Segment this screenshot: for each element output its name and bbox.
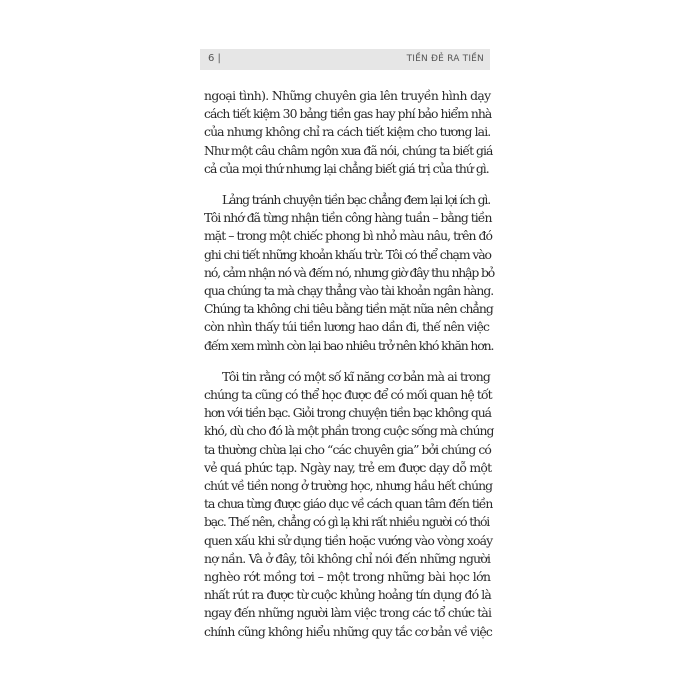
text-line: đếm xem mình còn lại bao nhiêu trở nên khó khăn hơn. bbox=[204, 337, 494, 353]
text-line: chút về tiền nong ở trường học, nhưng hầu hết chúng bbox=[204, 478, 493, 494]
text-line: nhất rút ra được từ cuộc khủng hoảng tín dụng đó là bbox=[204, 587, 491, 603]
text-line: mặt – trong một chiếc phong bì nhỏ màu nâu, trên đó bbox=[204, 228, 493, 244]
running-title: TIỀN ĐẺ RA TIỀN bbox=[406, 54, 484, 64]
paragraph bbox=[204, 191, 495, 355]
text-line: Tôi tin rằng có một số kĩ năng cơ bản mà ai trong bbox=[222, 368, 490, 384]
paragraph bbox=[204, 87, 493, 178]
text-line: hơn với tiền bạc. Giỏi trong chuyện tiền bạc không quá bbox=[204, 405, 491, 421]
text-line: còn nhìn thấy túi tiền lương hao dần đi, thế nên việc bbox=[204, 319, 490, 335]
text-line: cả của mọi thứ nhưng lại chẳng biết giá trị của thứ gì. bbox=[204, 160, 489, 176]
text-line: ngay đến những người làm việc trong các tổ chức tài bbox=[204, 605, 492, 621]
text-line: Chúng ta không chi tiêu bằng tiền mặt nữa nên chẳng bbox=[204, 301, 493, 317]
text-line: nợ nần. Và ở đây, tôi không chỉ nói đến những người bbox=[204, 550, 491, 566]
paragraph bbox=[204, 368, 494, 641]
text-line: bạc. Thế nên, chẳng có gì lạ khi rất nhiều người có thói bbox=[204, 514, 490, 530]
text-line: cách tiết kiệm 30 bảng tiền gas hay phí bảo hiểm nhà bbox=[204, 106, 492, 122]
text-line: ta thường chừa lại cho “các chuyên gia” bởi chúng có bbox=[204, 441, 491, 457]
running-header bbox=[200, 49, 490, 70]
text-line: chính cũng không hiểu những quy tắc cơ bản về việc bbox=[204, 623, 492, 639]
body-text bbox=[204, 87, 495, 654]
page-number: 6 | bbox=[208, 53, 221, 64]
text-line: Như một câu châm ngôn xưa đã nói, chúng ta biết giá bbox=[204, 142, 493, 158]
text-line: vẻ quá phức tạp. Ngày nay, trẻ em được dạy dỗ một bbox=[204, 459, 492, 475]
text-line: của nhưng không chỉ ra cách tiết kiệm cho tương lai. bbox=[204, 124, 491, 140]
text-line: nó, cảm nhận nó và đếm nó, nhưng giờ đây thu nhập bỏ bbox=[204, 264, 495, 280]
text-line: Lảng tránh chuyện tiền bạc chẳng đem lại lợi ích gì. bbox=[222, 192, 491, 208]
text-line: quen xấu khi sử dụng tiền hoặc vướng vào vòng xoáy bbox=[204, 532, 493, 548]
text-line: ngoại tình). Những chuyên gia lên truyền hình dạy bbox=[204, 88, 491, 103]
text-line: Tôi nhớ đã từng nhận tiền công hàng tuần – bằng tiền bbox=[204, 210, 492, 226]
text-line: qua chúng ta mà chạy thẳng vào tài khoản ngân hàng. bbox=[204, 283, 494, 299]
text-line: ta chưa từng được giáo dục về cách quan tâm đến tiền bbox=[204, 496, 493, 512]
text-line: chúng ta cũng có thể học được để có mối quan hệ tốt bbox=[204, 387, 492, 403]
text-line: khó, dù cho đó là một phần trong cuộc sống mà chúng bbox=[204, 423, 494, 439]
text-line: ghi chi tiết những khoản khấu trừ. Tôi có thể chạm vào bbox=[204, 246, 491, 262]
text-line: nghèo rớt mồng tơi – một trong những bài học lớn bbox=[204, 569, 491, 585]
